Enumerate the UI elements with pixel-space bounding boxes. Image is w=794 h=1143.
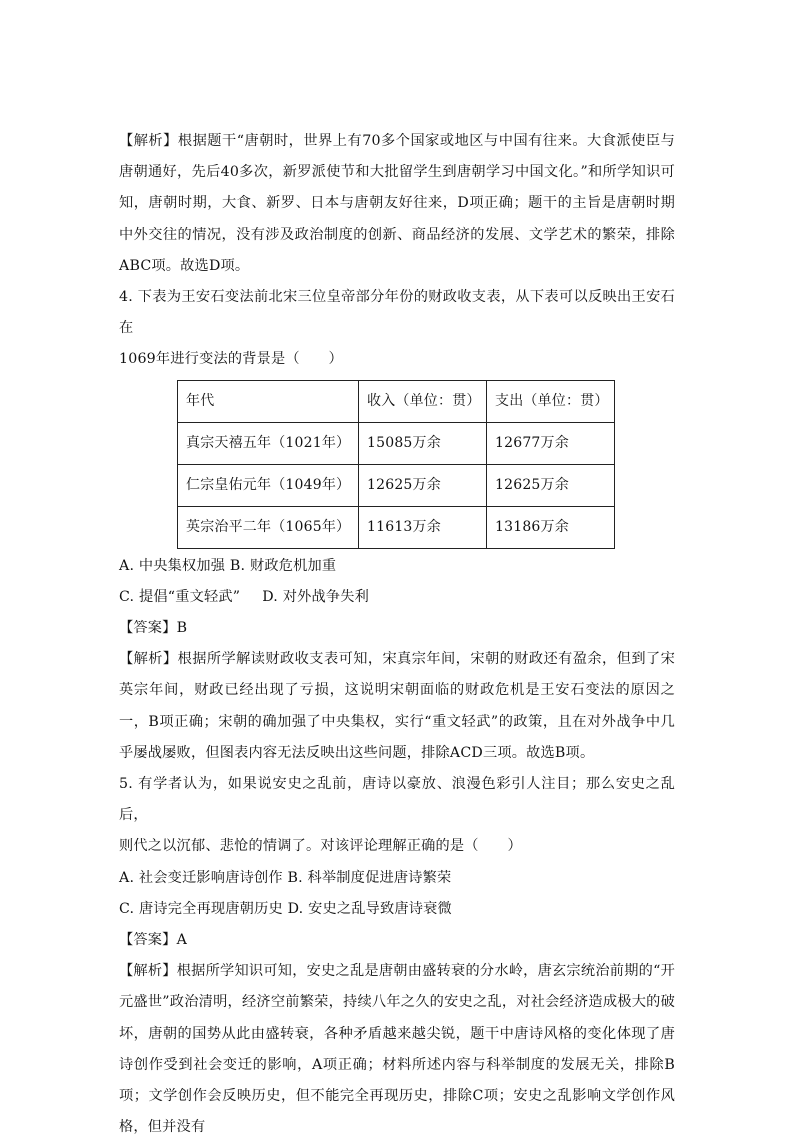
question-5-stem <box>119 769 675 863</box>
table-header-cell: 年代 <box>178 380 359 422</box>
table-cell: 英宗治平二年（1065年） <box>178 506 359 548</box>
analysis-q5 <box>119 956 675 1143</box>
q4-stem-line1: 4. 下表为王安石变法前北宋三位皇帝部分年份的财政收支表，从下表可以反映出王安石在 <box>119 289 675 337</box>
table-header-cell: 收入（单位：贯） <box>359 380 487 422</box>
table-header-row <box>178 380 615 422</box>
analysis-q4 <box>119 644 675 769</box>
answer-value: B <box>176 620 188 637</box>
q4-options-row-2 <box>119 582 675 613</box>
analysis-text: 根据所学解读财政收支表可知，宋真宗年间，宋朝的财政还有盈余，但到了宋英宗年间，财政已经出现了亏损，这说明宋朝面临的财政危机是王安石变法的原因之一，B项正确；宋朝的确加强了中央集权，实行“重文轻武”的政策，且在对外战争中几乎屡战屡败，但图表内容无法反映出这些问题，排除ACD三项。故选B项。 <box>119 651 675 761</box>
table-row <box>178 464 615 506</box>
q5-answer <box>119 925 675 956</box>
table-row <box>178 506 615 548</box>
analysis-tag: 【解析】 <box>119 963 177 980</box>
table-cell: 13186万余 <box>487 506 615 548</box>
table-cell: 15085万余 <box>359 422 487 464</box>
q4-option-c: C. 提倡“重文轻武” <box>119 588 241 605</box>
document-body <box>119 126 675 1143</box>
q5-options-row-1 <box>119 863 675 894</box>
q5-stem-line1: 5. 有学者认为，如果说安史之乱前，唐诗以豪放、浪漫色彩引人注目；那么安史之乱后， <box>119 776 675 824</box>
answer-value: A <box>176 932 188 949</box>
table-cell: 12625万余 <box>359 464 487 506</box>
answer-tag: 【答案】 <box>119 932 177 949</box>
q5-option-a: A. 社会变迁影响唐诗创作 <box>119 869 283 886</box>
table-row <box>178 422 615 464</box>
q5-options-row-2 <box>119 894 675 925</box>
q5-stem-line2: 则代之以沉郁、悲怆的情调了。对该评论理解正确的是（ ） <box>119 838 522 855</box>
table-cell: 11613万余 <box>359 506 487 548</box>
q5-option-b: B. 科举制度促进唐诗繁荣 <box>287 869 452 886</box>
table-cell: 12625万余 <box>487 464 615 506</box>
q4-option-d: D. 对外战争失利 <box>262 588 370 605</box>
analysis-tag: 【解析】 <box>119 651 178 668</box>
q4-stem-line2: 1069年进行变法的背景是（ ） <box>119 351 343 368</box>
fiscal-table <box>177 380 615 549</box>
table-cell: 真宗天禧五年（1021年） <box>178 422 359 464</box>
q4-option-a: A. 中央集权加强 <box>119 557 226 574</box>
question-4-stem <box>119 282 675 376</box>
analysis-text: 根据所学知识可知，安史之乱是唐朝由盛转衰的分水岭，唐玄宗统治前期的“开元盛世”政治清明，经济空前繁荣，持续八年之久的安史之乱，对社会经济造成极大的破坏，唐朝的国势从此由盛转衰，各种矛盾越来越尖锐，题干中唐诗风格的变化体现了唐诗创作受到社会变迁的影响，A项正确；材料所述内容与科举制度的发展无关，排除B项；文学创作会反映历史，但不能完全再现历史，排除C项；安史之乱影响文学创作风格，但并没有 <box>119 963 675 1136</box>
table-cell: 仁宗皇佑元年（1049年） <box>178 464 359 506</box>
analysis-tag: 【解析】 <box>119 133 178 149</box>
table-cell: 12677万余 <box>487 422 615 464</box>
answer-tag: 【答案】 <box>119 620 177 637</box>
q4-answer <box>119 613 675 644</box>
q4-options-row-1 <box>119 551 675 582</box>
analysis-q3 <box>119 126 675 282</box>
q5-option-d: D. 安史之乱导致唐诗衰微 <box>287 900 452 917</box>
q4-option-b: B. 财政危机加重 <box>229 557 337 574</box>
table-header-cell: 支出（单位：贯） <box>487 380 615 422</box>
q5-option-c: C. 唐诗完全再现唐朝历史 <box>119 900 283 917</box>
analysis-text: 根据题干“唐朝时，世界上有70多个国家或地区与中国有往来。大食派使臣与唐朝通好，先后40多次，新罗派使节和大批留学生到唐朝学习中国文化。”和所学知识可知，唐朝时期，大食、新罗、日本与唐朝友好往来，D项正确；题干的主旨是唐朝时期中外交往的情况，没有涉及政治制度的创新、商品经济的发展、文学艺术的繁荣，排除ABC项。故选D项。 <box>119 133 675 274</box>
